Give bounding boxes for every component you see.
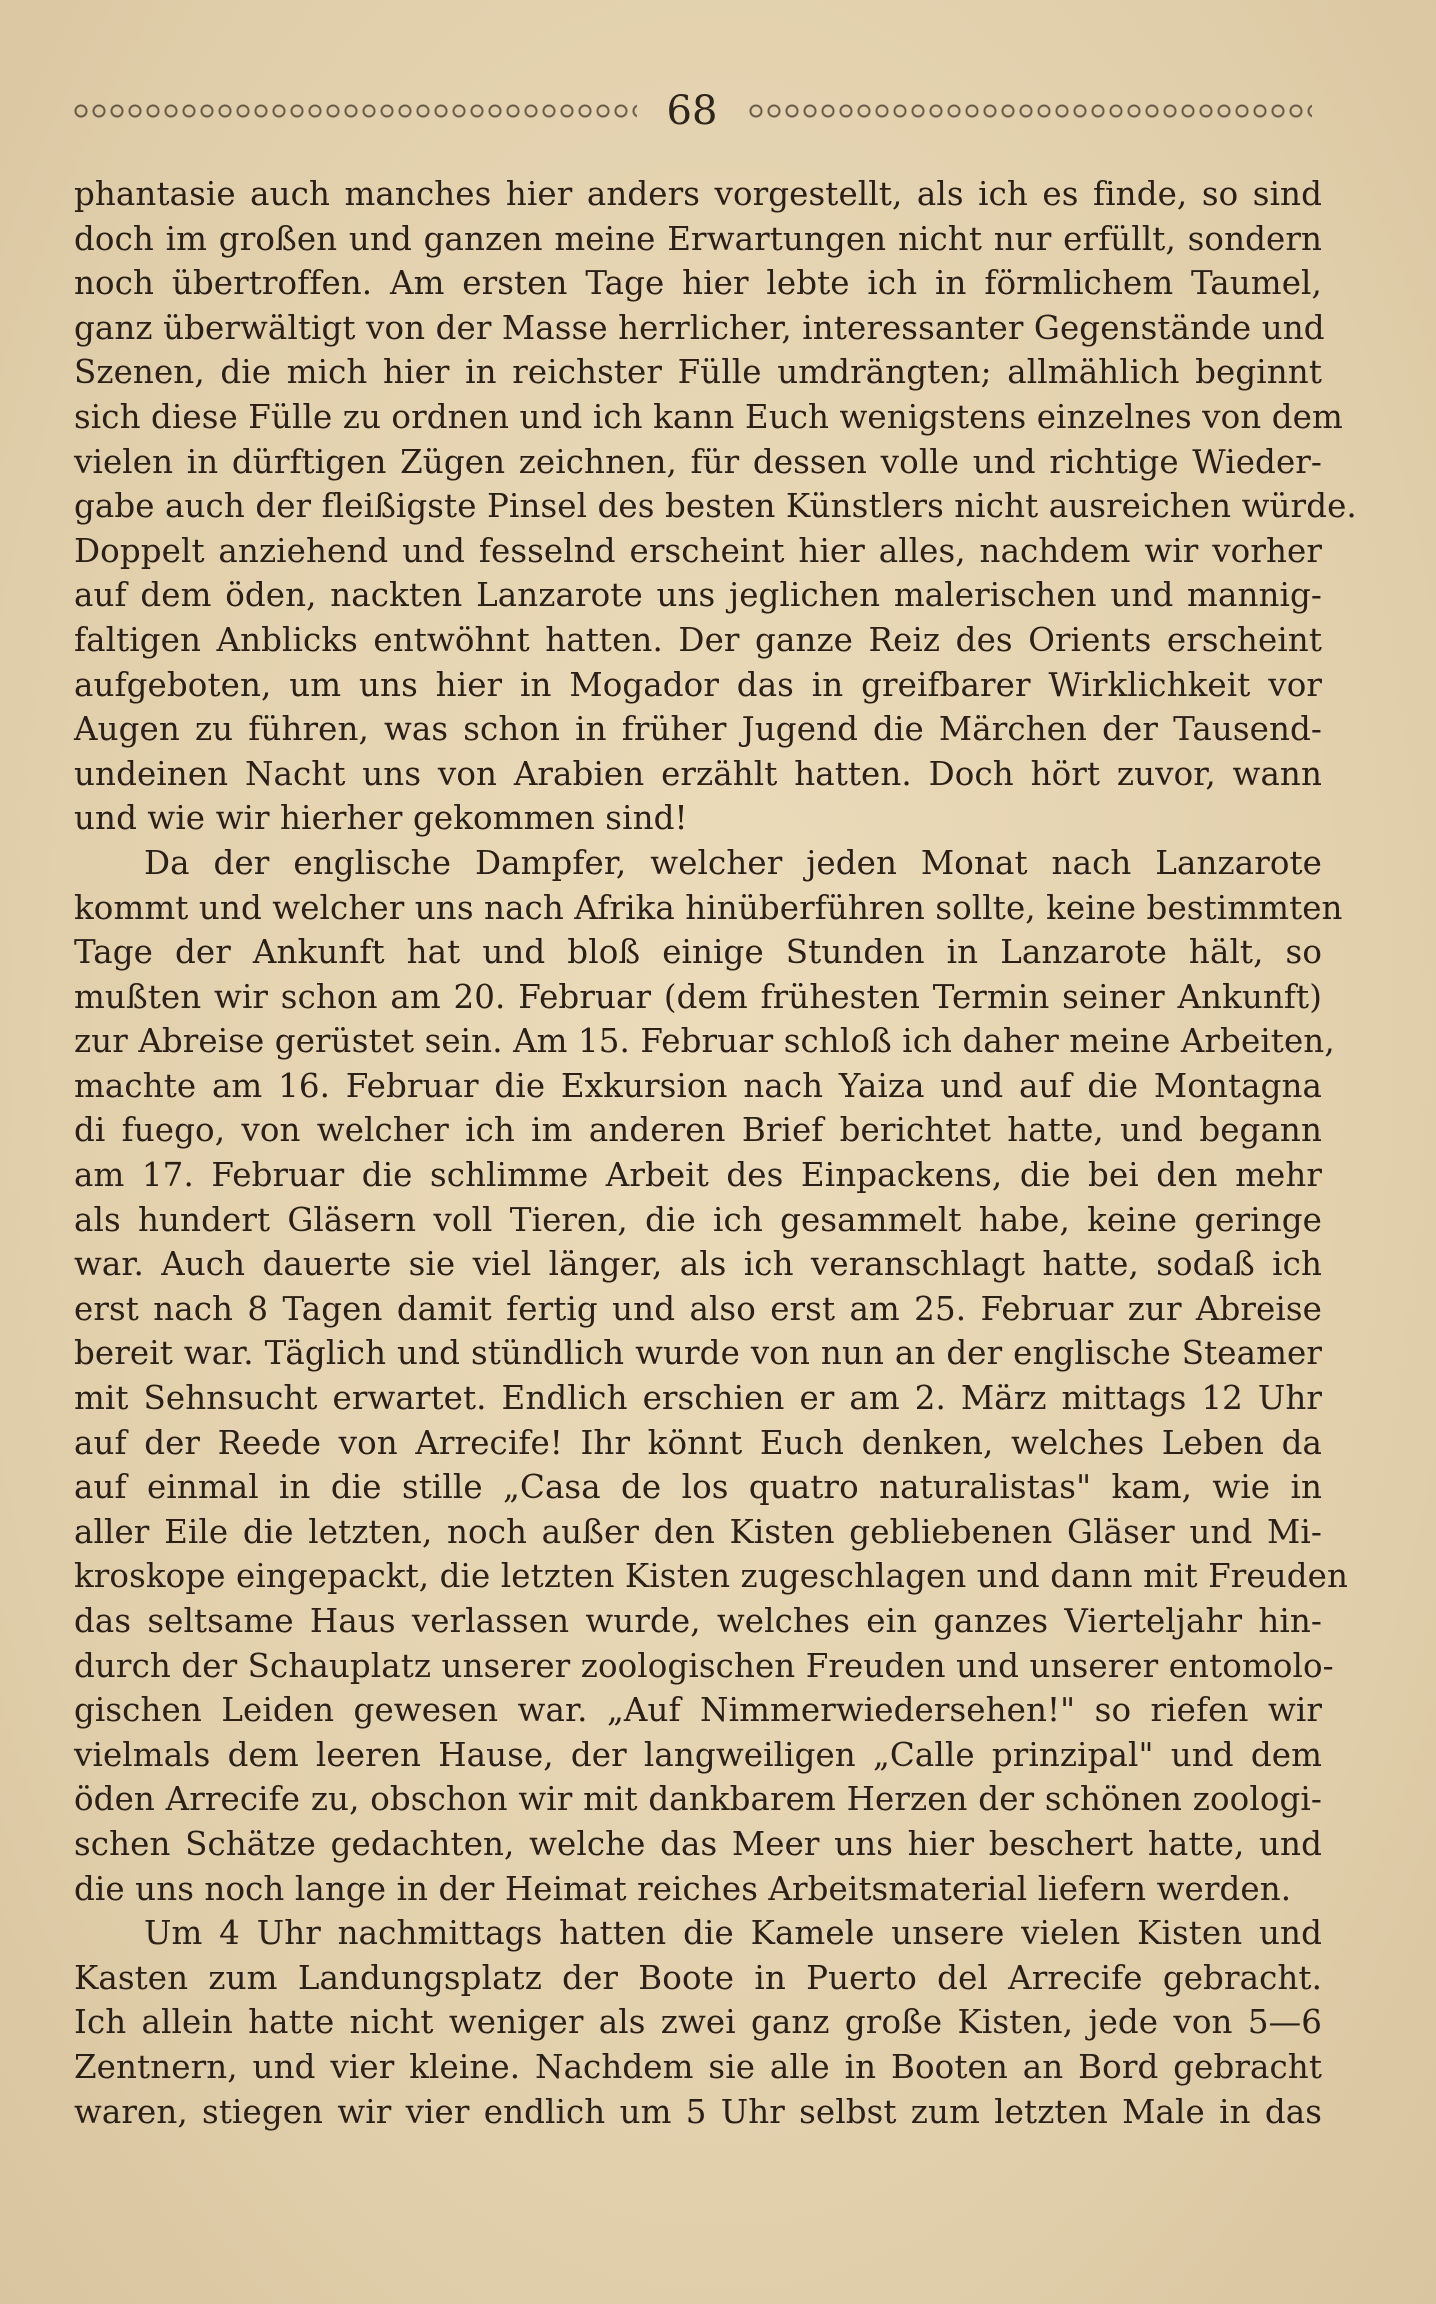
text-line: machte am 16. Februar die Exkursion nach Yaiza und auf die Montagna: [74, 1066, 1322, 1105]
text-line: Um 4 Uhr nachmittags hatten die Kamele unsere vielen Kisten und: [144, 1914, 1322, 1953]
text-line: öden Arrecife zu, obschon wir mit dankbarem Herzen der schönen zoologi-: [74, 1780, 1322, 1819]
text-line: erst nach 8 Tagen damit fertig und also erst am 25. Februar zur Abreise: [74, 1289, 1322, 1328]
text-line: kroskope eingepackt, die letzten Kisten zugeschlagen und dann mit Freuden: [74, 1557, 1349, 1596]
text-line: zur Abreise gerüstet sein. Am 15. Februar schloß ich daher meine Arbeiten,: [74, 1022, 1335, 1061]
text-line: schen Schätze gedachten, welche das Meer uns hier beschert hatte, und: [74, 1824, 1322, 1863]
text-line: auf dem öden, nackten Lanzarote uns jeglichen malerischen und mannig-: [74, 576, 1322, 615]
text-line: doch im großen und ganzen meine Erwartungen nicht nur erfüllt, sondern: [74, 219, 1322, 258]
text-line: Tage der Ankunft hat und bloß einige Stunden in Lanzarote hält, so: [74, 933, 1322, 972]
text-line: durch der Schauplatz unserer zoologischen Freuden und unserer entomolo-: [74, 1646, 1334, 1685]
text-line: Doppelt anziehend und fesselnd erscheint hier alles, nachdem wir vorher: [74, 531, 1322, 570]
ornament-left: [72, 102, 637, 120]
text-line: Szenen, die mich hier in reichster Fülle umdrängten; allmählich beginnt: [74, 353, 1322, 392]
text-line: und wie wir hierher gekommen sind!: [74, 799, 688, 838]
text-line: als hundert Gläsern voll Tieren, die ich gesammelt habe, keine geringe: [74, 1200, 1322, 1239]
text-line: aufgeboten, um uns hier in Mogador das in greifbarer Wirklichkeit vor: [74, 665, 1322, 704]
text-line: Zentnern, und vier kleine. Nachdem sie alle in Booten an Bord gebracht: [74, 2047, 1322, 2086]
text-line: am 17. Februar die schlimme Arbeit des Einpackens, die bei den mehr: [74, 1156, 1322, 1195]
text-line: mußten wir schon am 20. Februar (dem frühesten Termin seiner Ankunft): [74, 977, 1322, 1016]
text-line: kommt und welcher uns nach Afrika hinüberführen sollte, keine bestimmten: [74, 888, 1343, 927]
body-text: [74, 172, 1357, 2134]
text-line: gabe auch der fleißigste Pinsel des besten Künstlers nicht ausreichen würde.: [74, 487, 1357, 526]
page-number: 68: [666, 88, 718, 134]
text-line: Ich allein hatte nicht weniger als zwei ganz große Kisten, jede von 5—6: [74, 2003, 1322, 2042]
text-line: auf der Reede von Arrecife! Ihr könnt Euch denken, welches Leben da: [74, 1423, 1322, 1462]
text-line: vielmals dem leeren Hause, der langweiligen „Calle prinzipal" und dem: [74, 1735, 1322, 1774]
text-line: sich diese Fülle zu ordnen und ich kann Euch wenigstens einzelnes von dem: [74, 397, 1343, 436]
text-line: aller Eile die letzten, noch außer den Kisten gebliebenen Gläser und Mi-: [74, 1512, 1322, 1551]
text-line: mit Sehnsucht erwartet. Endlich erschien er am 2. März mittags 12 Uhr: [74, 1379, 1322, 1418]
text-line: ganz überwältigt von der Masse herrlicher, interessanter Gegenstände und: [74, 308, 1325, 347]
text-line: bereit war. Täglich und stündlich wurde von nun an der englische Steamer: [74, 1334, 1322, 1373]
text-line: faltigen Anblicks entwöhnt hatten. Der ganze Reiz des Orients erscheint: [74, 620, 1322, 659]
text-line: noch übertroffen. Am ersten Tage hier lebte ich in förmlichem Taumel,: [74, 264, 1322, 303]
text-line: Augen zu führen, was schon in früher Jugend die Märchen der Tausend-: [74, 710, 1322, 749]
text-line: Kasten zum Landungsplatz der Boote in Puerto del Arrecife gebracht.: [74, 1958, 1322, 1997]
text-line: die uns noch lange in der Heimat reiches Arbeitsmaterial liefern werden.: [74, 1869, 1292, 1908]
text-line: di fuego, von welcher ich im anderen Brief berichtet hatte, und begann: [74, 1111, 1322, 1150]
text-line: gischen Leiden gewesen war. „Auf Nimmerwiedersehen!" so riefen wir: [74, 1691, 1322, 1730]
text-line: auf einmal in die stille „Casa de los quatro naturalistas" kam, wie in: [74, 1468, 1322, 1507]
text-line: undeinen Nacht uns von Arabien erzählt hatten. Doch hört zuvor, wann: [74, 754, 1322, 793]
text-line: das seltsame Haus verlassen wurde, welches ein ganzes Vierteljahr hin-: [74, 1602, 1322, 1640]
page-header: [72, 85, 1312, 137]
text-line: war. Auch dauerte sie viel länger, als ich veranschlagt hatte, sodaß ich: [74, 1245, 1322, 1284]
text-line: vielen in dürftigen Zügen zeichnen, für dessen volle und richtige Wieder-: [74, 442, 1322, 481]
text-line: phantasie auch manches hier anders vorgestellt, als ich es finde, so sind: [74, 175, 1322, 213]
ornament-right: [747, 102, 1312, 120]
text-line: Da der englische Dampfer, welcher jeden Monat nach Lanzarote: [144, 843, 1322, 882]
text-line: waren, stiegen wir vier endlich um 5 Uhr selbst zum letzten Male in das: [74, 2092, 1322, 2131]
